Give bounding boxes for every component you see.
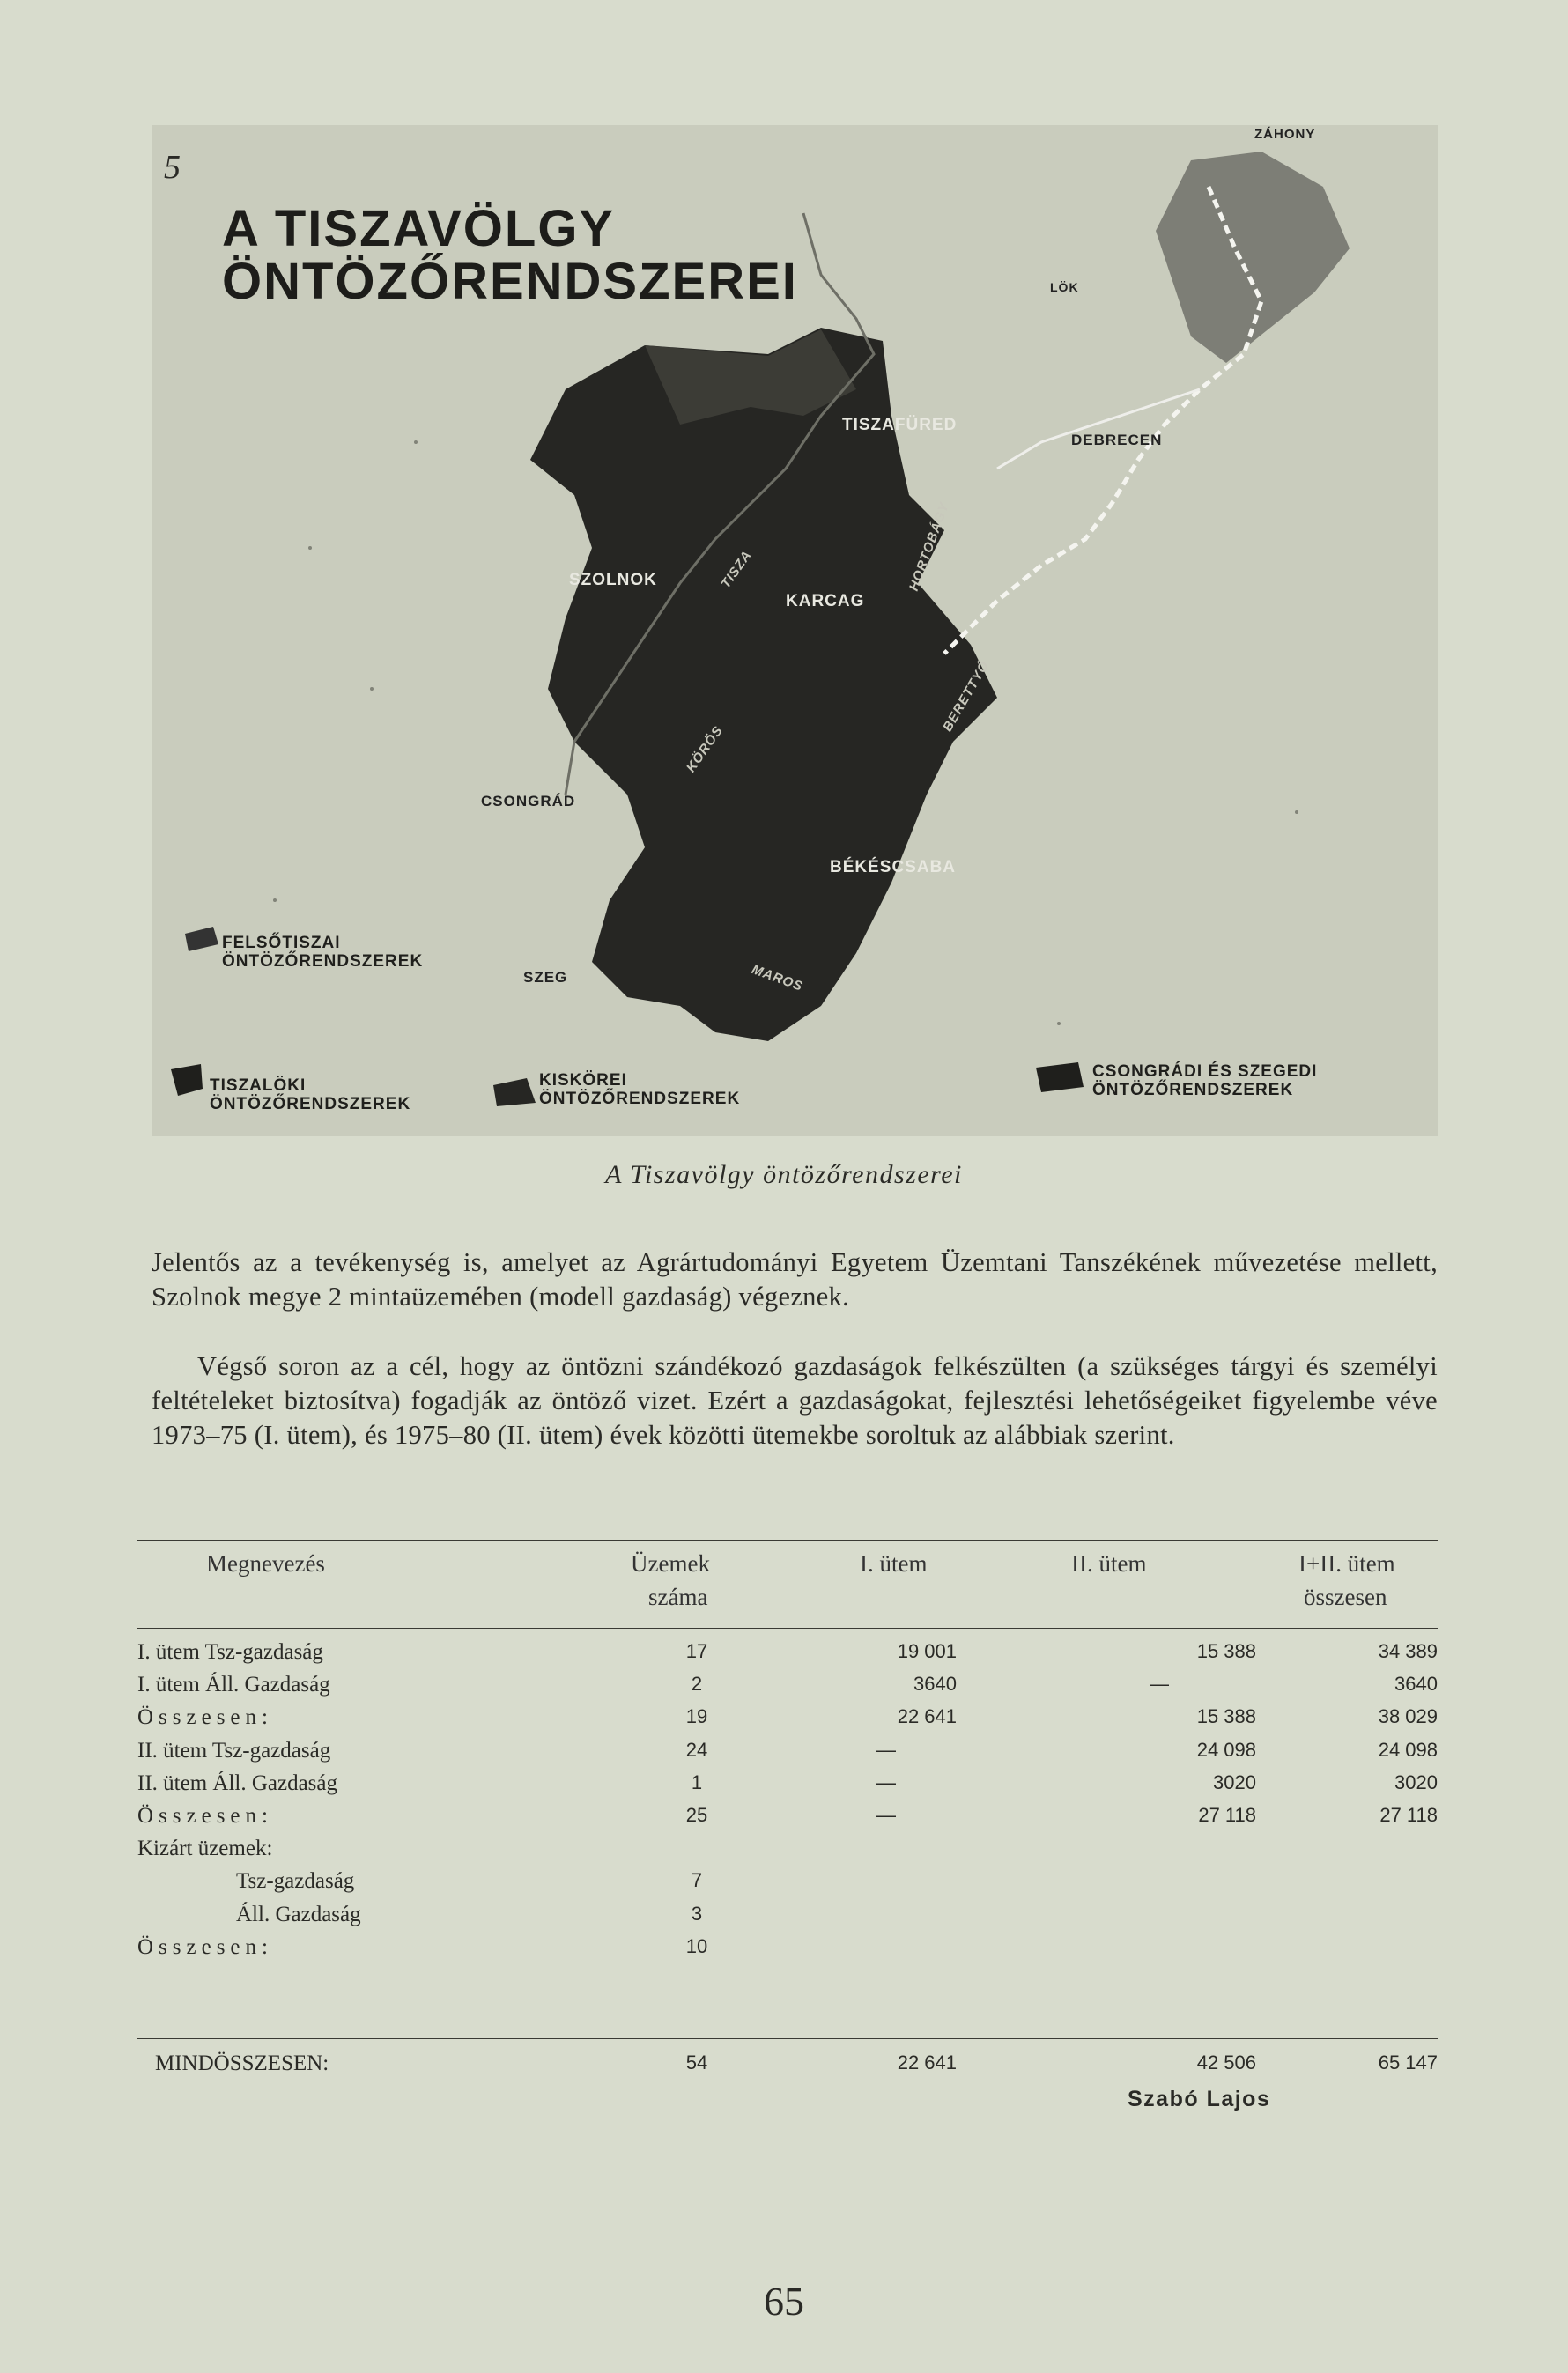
header-total-2: összesen xyxy=(1304,1584,1387,1610)
row-count: 3 xyxy=(691,1902,703,1925)
row-count: 1 xyxy=(691,1771,703,1793)
map-title xyxy=(222,200,798,310)
legend-swatch-kiskorei xyxy=(493,1078,536,1106)
city-karcag: KARCAG xyxy=(786,592,865,610)
header-total-1: I+II. ütem xyxy=(1298,1550,1395,1577)
legend-kiskorei xyxy=(539,1071,740,1108)
row-count: 24 xyxy=(685,1738,708,1761)
city-debrecen: DEBRECEN xyxy=(1071,432,1163,448)
row-total: 24 098 xyxy=(1378,1738,1438,1761)
city-zahony: ZÁHONY xyxy=(1254,127,1316,142)
city-szolnok: SZOLNOK xyxy=(569,571,657,589)
legend-kiskorei-line1: KISKÖREI xyxy=(539,1071,627,1090)
table-row xyxy=(137,1804,1438,1836)
table-row xyxy=(137,1869,1438,1901)
legend-felsotiszai-line2: ÖNTÖZŐRENDSZEREK xyxy=(222,952,424,971)
row-label: Kizárt üzemek: xyxy=(137,1837,273,1861)
paragraph-2: Végső soron az a cél, hogy az öntözni szándékozó gazdaságok felkészülten (a szükséges tárgyi és személyi feltételeket biztosítva) fogadják az öntöző vizet. Ezért a gazdaságokat, fejlesztési lehetőségeiket figyelembe véve 1973–75 (I. ütem), és 1975–80 (II. ütem) évek közötti ütemekbe soroltuk az alábbiak szerint. xyxy=(152,1351,1438,1450)
row-count: 2 xyxy=(691,1673,703,1696)
total-phase1: 22 641 xyxy=(897,2051,957,2074)
legend-tiszaloki xyxy=(210,1076,410,1113)
header-count-2: száma xyxy=(648,1584,708,1610)
row-label: Összesen: xyxy=(137,1804,273,1828)
table-top-rule xyxy=(137,1540,1438,1541)
map-title-line2: ÖNTÖZŐRENDSZEREI xyxy=(222,253,798,310)
row-label: Tsz-gazdaság xyxy=(236,1869,355,1894)
page-number: 65 xyxy=(764,2279,804,2324)
river-berettyo-label: BERETTYÓ xyxy=(940,658,993,735)
table-row xyxy=(137,1739,1438,1771)
row-total: 34 389 xyxy=(1378,1640,1438,1662)
row-phase1: — xyxy=(876,1771,896,1793)
row-label: Összesen: xyxy=(137,1705,273,1730)
row-total: 3640 xyxy=(1394,1673,1438,1696)
row-phase2: — xyxy=(1150,1673,1169,1696)
row-phase1: 19 001 xyxy=(897,1640,957,1662)
header-count-1: Üzemek xyxy=(631,1550,710,1577)
map-caption: A Tiszavölgy öntözőrendszerei xyxy=(605,1160,963,1189)
legend-swatch-tiszaloki xyxy=(171,1064,203,1096)
total-label: MINDÖSSZESEN: xyxy=(155,2051,329,2075)
map-title-line1: A TISZAVÖLGY xyxy=(222,200,616,257)
river-koros-label: KÖRÖS xyxy=(683,723,727,775)
row-phase2: 15 388 xyxy=(1196,1705,1256,1728)
river-tisza-label: TISZA xyxy=(718,547,755,592)
row-phase2: 24 098 xyxy=(1196,1738,1256,1761)
city-csongrad: CSONGRÁD xyxy=(481,793,576,809)
river-maros-label: MAROS xyxy=(749,962,805,994)
table-total-row xyxy=(137,2051,1438,2083)
table-row xyxy=(137,1771,1438,1803)
map-corner-number: 5 xyxy=(164,149,181,186)
legend-felsotiszai xyxy=(222,934,423,971)
row-count: 17 xyxy=(685,1640,708,1662)
legend-felsotiszai-line1: FELSŐTISZAI xyxy=(222,934,341,952)
city-lok: LÖK xyxy=(1050,280,1079,294)
city-szeged: SZEG xyxy=(523,969,568,986)
row-total: 38 029 xyxy=(1378,1705,1438,1728)
paragraph-1: Jelentős az a tevékenység is, amelyet az Agrártudományi Egyetem Üzemtani Tanszékének művezetése mellett, Szolnok megye 2 mintaüzemében (modell gazdaság) végeznek. xyxy=(152,1247,1438,1312)
row-label: I. ütem Tsz-gazdaság xyxy=(137,1640,323,1664)
row-label: Áll. Gazdaság xyxy=(236,1902,361,1926)
row-count: 10 xyxy=(685,1934,708,1957)
row-phase1: — xyxy=(876,1738,896,1761)
row-label: II. ütem Tsz-gazdaság xyxy=(137,1738,331,1763)
legend-tiszaloki-line2: ÖNTÖZŐRENDSZEREK xyxy=(210,1095,411,1113)
legend-swatch-felsotiszai xyxy=(185,927,218,951)
row-phase1: 3640 xyxy=(913,1673,957,1696)
row-phase2: 3020 xyxy=(1213,1771,1256,1793)
table-row xyxy=(137,1640,1438,1672)
map-figure xyxy=(152,125,1438,1136)
legend-tiszaloki-line1: TISZALÖKI xyxy=(210,1076,307,1095)
header-name: Megnevezés xyxy=(206,1550,325,1577)
table-row xyxy=(137,1935,1438,1967)
row-count: 25 xyxy=(685,1804,708,1826)
row-label: Összesen: xyxy=(137,1934,273,1959)
legend-kiskorei-line2: ÖNTÖZŐRENDSZEREK xyxy=(539,1090,741,1108)
city-tiszafured: TISZAFÜRED xyxy=(842,416,958,434)
total-count: 54 xyxy=(685,2051,708,2074)
header-phase1: I. ütem xyxy=(860,1550,928,1577)
row-phase2: 15 388 xyxy=(1196,1640,1256,1662)
row-total: 3020 xyxy=(1394,1771,1438,1793)
author-signature: Szabó Lajos xyxy=(1128,2087,1271,2111)
city-bekescsaba: BÉKÉSCSABA xyxy=(830,858,957,876)
row-label: II. ütem Áll. Gazdaság xyxy=(137,1771,338,1795)
row-phase2: 27 118 xyxy=(1198,1804,1256,1826)
row-phase1: 22 641 xyxy=(897,1705,957,1728)
table-row xyxy=(137,1673,1438,1704)
total-phase2: 42 506 xyxy=(1196,2051,1256,2074)
legend-swatch-csongradi xyxy=(1036,1062,1084,1092)
table-row xyxy=(137,1903,1438,1934)
canal-debrecen xyxy=(997,389,1200,469)
row-count: 7 xyxy=(691,1869,703,1892)
legend-csongradi xyxy=(1092,1062,1317,1099)
table-row xyxy=(137,1705,1438,1737)
table-total-rule xyxy=(137,2038,1438,2039)
row-label: I. ütem Áll. Gazdaság xyxy=(137,1673,330,1697)
legend-csongradi-line1: CSONGRÁDI ÉS SZEGEDI xyxy=(1092,1062,1318,1081)
table-header-rule xyxy=(137,1628,1438,1629)
row-count: 19 xyxy=(685,1705,708,1728)
row-total: 27 118 xyxy=(1379,1804,1438,1826)
table-row xyxy=(137,1837,1438,1868)
river-hortobagy-label: HORTOBÁGY xyxy=(906,499,953,594)
legend-csongradi-line2: ÖNTÖZŐRENDSZEREK xyxy=(1092,1081,1294,1099)
total-sum: 65 147 xyxy=(1378,2051,1438,2074)
header-phase2: II. ütem xyxy=(1071,1550,1147,1577)
row-phase1: — xyxy=(876,1804,896,1826)
